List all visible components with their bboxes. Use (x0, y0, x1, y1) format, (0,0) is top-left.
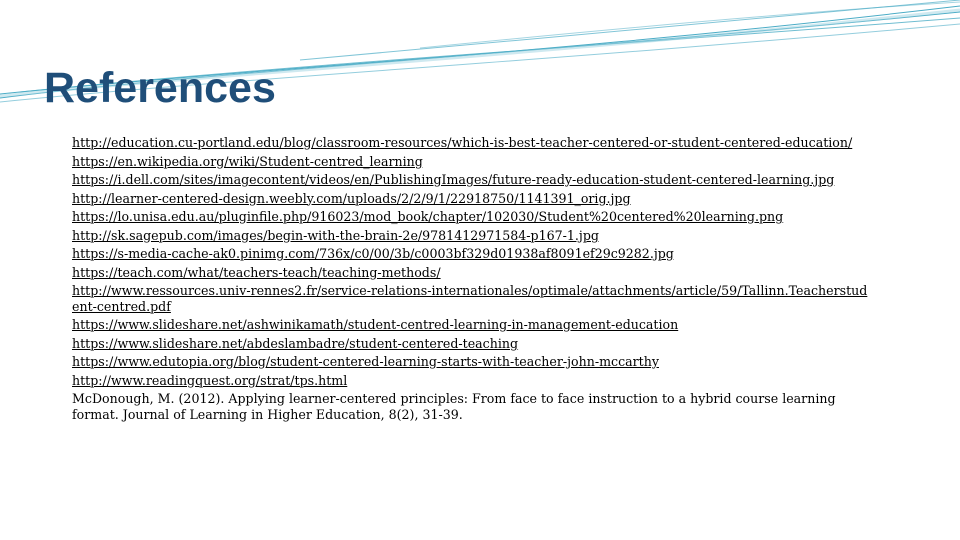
list-item (72, 373, 872, 389)
list-item (72, 354, 872, 370)
list-item (72, 317, 872, 333)
list-item (72, 246, 872, 262)
reference-link[interactable]: https://www.edutopia.org/blog/student-centered-learning-starts-with-teacher-john-mccarthy (72, 354, 659, 369)
list-item (72, 228, 872, 244)
reference-link[interactable]: https://s-media-cache-ak0.pinimg.com/736x/c0/00/3b/c0003bf329d01938af8091ef29c9282.jpg (72, 246, 674, 261)
reference-link[interactable]: https://www.slideshare.net/ashwinikamath/student-centred-learning-in-management-education (72, 317, 679, 332)
reference-link[interactable]: https://en.wikipedia.org/wiki/Student-centred_learning (72, 153, 423, 169)
reference-link[interactable]: http://education.cu-portland.edu/blog/classroom-resources/which-is-best-teacher-centered-or-student-centered-education/ (72, 135, 853, 150)
reference-citation: McDonough, M. (2012). Applying learner-centered principles: From face to face instruction to a hybrid course learning format. Journal of Learning in Higher Education, 8(2), 31-39. (72, 391, 836, 422)
list-item (72, 265, 872, 281)
reference-list (72, 135, 872, 425)
list-item (72, 191, 872, 207)
list-item (72, 391, 872, 422)
reference-link[interactable]: https://i.dell.com/sites/imagecontent/videos/en/PublishingImages/future-ready-education-student-centered-learning.jpg (72, 172, 835, 187)
reference-link[interactable]: http://www.ressources.univ-rennes2.fr/service-relations-internationales/optimale/attachments/article/59/Tallinn.Teacherstudent-centred.pdf (72, 283, 868, 314)
reference-link[interactable]: http://sk.sagepub.com/images/begin-with-the-brain-2e/9781412971584-p167-1.jpg (72, 227, 599, 243)
reference-link[interactable]: https://lo.unisa.edu.au/pluginfile.php/916023/mod_book/chapter/102030/Student%20centered%20learning.png (72, 209, 784, 224)
list-item (72, 172, 872, 188)
list-item (72, 283, 872, 314)
reference-link[interactable]: https://teach.com/what/teachers-teach/teaching-methods/ (72, 264, 441, 280)
reference-link[interactable]: http://www.readingquest.org/strat/tps.html (72, 372, 348, 388)
page-title: References (44, 64, 276, 112)
reference-link[interactable]: https://www.slideshare.net/abdeslambadre/student-centered-teaching (72, 335, 519, 351)
list-item (72, 135, 872, 151)
list-item (72, 154, 872, 170)
list-item (72, 336, 872, 352)
list-item (72, 209, 872, 225)
reference-link[interactable]: http://learner-centered-design.weebly.com/uploads/2/2/9/1/22918750/1141391_orig.jpg (72, 190, 631, 206)
